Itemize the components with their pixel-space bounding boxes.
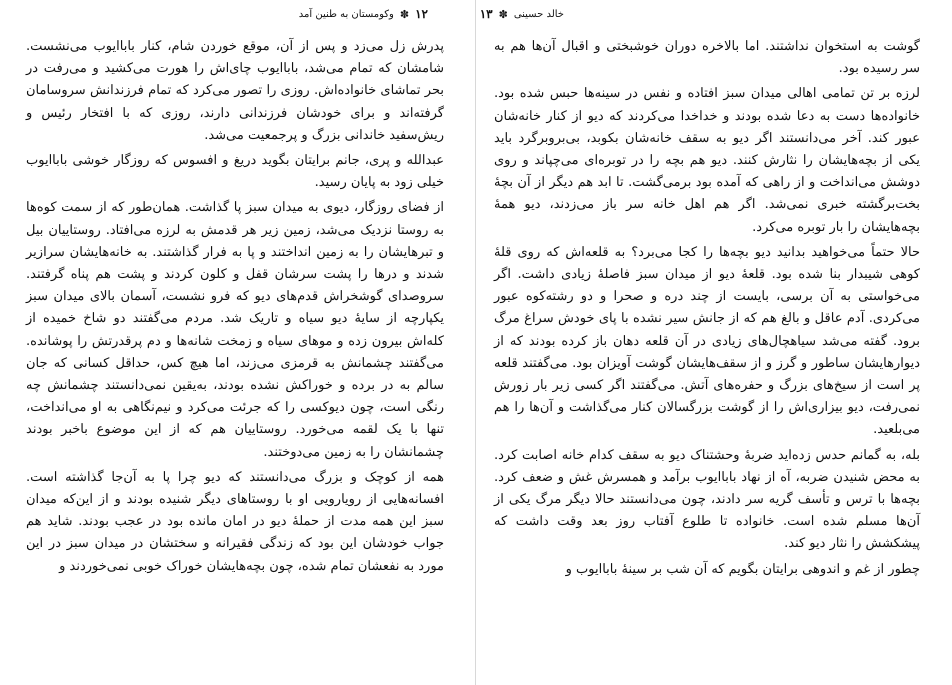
- paragraph: گوشت به استخوان نداشتند. اما بالاخره دوران خوشبختی و اقبال آن‌ها هم به سر رسیده بود.: [494, 39, 920, 77]
- paragraph: بله، به گمانم حدس زده‌اید ضربهٔ وحشتناک دیو به سقف کدام خانه اصابت کرد. به محض شنیدن ضربه، آه از نهاد باباایوب برآمد و همسرش غش و ضعف کرد. بچه‌ها با ترس و تأسف گریه سر دادند، چون می‌دانستند حالا دیگر مرگ یکی از آن‌ها مسلم شده است. خانواده تا طلوع آفتاب روز بعد وقت داشت که پیشکشش را نثار دیو کند.: [494, 447, 920, 552]
- paragraph: پدرش زل می‌زد و پس از آن، موقع خوردن شام، کنار باباایوب می‌نشست. شامشان که تمام می‌شد، باباایوب چای‌اش را هورت می‌کشید و می‌رفت در بحر تماشای خانواده‌اش. روزی را تصور می‌کرد که تمام فرزندانش سروسامان گرفته‌اند و برای خودشان فرزندانی دارند، روزی که با افتخار رئیس و ریش‌سفید خاندانی بزرگ و پرجمعیت می‌شد.: [26, 39, 444, 143]
- right-page-running-title: خالد حسینی: [513, 8, 564, 20]
- right-page-number: ۱۳: [479, 7, 493, 21]
- paragraph: چطور از غم و اندوهی برایتان بگویم که آن شب بر سینهٔ باباایوب و: [565, 561, 920, 577]
- left-page-running-title: وکومستان به طنین آمد: [298, 8, 394, 20]
- paragraph: از فضای روزگار، دیوی به میدان سبز پا گذاشت. همان‌طور که از سمت کوه‌ها به روستا نزدیک می‌شد، زمین زیر هر قدمش به لرزه می‌افتاد. روستاییان بیل و تبرهایشان را به زمین انداختند و پا به فرار گذاشتند. به خانه‌هایشان سرازیر شدند و درها را پشت سرشان قفل و کلون کردند و پشت هم پناه گرفتند. سروصدای گوشخراش قدم‌های دیو که فرو نشست، آسمان بالای میدان سبز یکپارچه از سایهٔ دیو سیاه و تاریک شد. مردم می‌گفتند دو شاخ خمیده از کله‌اش بیرون زده و موهای سیاه و زمخت شانه‌ها و دم پرقدرتش را پوشانده. می‌گفتند چشمانش به قرمزی می‌زند، اما هیچ کس، حداقل کسانی که جان سالم به در برده و خوراکش نشده بودند، به‌یقین نمی‌دانستند چشمانش چه رنگی است، چون دیوکسی را که جرئت می‌کرد و نیم‌نگاهی به او می‌انداخت، تنها با یک لقمه می‌خورد. روستاییان هم که از این موضوع باخبر بودند چشمانشان را به زمین می‌دوختند.: [26, 200, 444, 460]
- left-page-body: [26, 36, 444, 581]
- right-page-header: [480, 6, 564, 22]
- ornament-icon: ✽: [498, 7, 508, 21]
- right-page: [476, 0, 952, 685]
- paragraph: همه از کوچک و بزرگ می‌دانستند که دیو چرا پا به آن‌جا گذاشته است. افسانه‌هایی از رویارویی او با روستاهای دیگر شنیده بودند و از این‌که میدان سبز این همه مدت از حملهٔ دیو در امان مانده بود در عجب بودند. شاید هم جواب خودشان این بود که زندگی فقیرانه و سختشان در میدان سبز در این مورد به نفعشان تمام شده، چون بچه‌هایشان خوراک خوبی نمی‌خوردند و: [26, 469, 444, 574]
- left-page-number: ۱۲: [415, 7, 428, 21]
- paragraph: عبدالله و پری، جانم برایتان بگوید دریغ و افسوس که روزگار خوشی باباایوب خیلی زود به پایان رسید.: [26, 153, 444, 191]
- paragraph: حالا حتماً می‌خواهید بدانید دیو بچه‌ها را کجا می‌برد؟ به قلعه‌اش که روی قلهٔ کوهی شیبدار بنا شده بود. قلعهٔ دیو از میدان سبز فاصلهٔ زیادی داشت. اگر می‌خواستی به آن برسی، بایست از چند دره و صحرا و دو رشته‌کوه عبور می‌کردی. آدم عاقل و بالغ هم که از جانش سیر نشده با پای خودش سراغ مرگ برود. گفته می‌شد سیاهچال‌های زیادی در آن قلعه دهان باز کرده بودند که از دیوارهایشان ساطور و گرز و از سقف‌هایشان گوشت آویزان بود. می‌گفتند قلعه پر است از سیخ‌های بزرگ و حفره‌های آتش. می‌گفتند اگر کسی زیر بار زورش نمی‌رفت، دیو بیزاری‌اش را از گوشت بزرگسالان کنار می‌گذاشت و آن‌ها را هم می‌بلعید.: [494, 244, 920, 438]
- ornament-icon: ✽: [399, 7, 410, 21]
- left-page-header: [299, 6, 428, 22]
- paragraph: لرزه بر تن تمامی اهالی میدان سبز افتاده و نفس در سینه‌ها حبس شده بود. خانواده‌ها دست به دعا شده بودند و خداخدا می‌کردند که دیو از کنار خانه‌شان عبور کند. آخر می‌دانستند اگر دیو به سقف خانه‌شان بکوبد، بی‌برو‌برگرد باید یکی از بچه‌هایشان را نثارش کنند. دیو هم بچه را در توبره‌ای می‌چپاند و روی دوشش می‌انداخت و از راهی که آمده بود برمی‌گشت. تا ابد هم دیگر از آن بچهٔ بخت‌برگشته خبری نمی‌شد. اگر هم اهل خانه سر باز می‌زدند، دیو همهٔ بچه‌هایشان را بار توبره می‌کرد.: [494, 86, 920, 235]
- right-page-body: [494, 36, 920, 584]
